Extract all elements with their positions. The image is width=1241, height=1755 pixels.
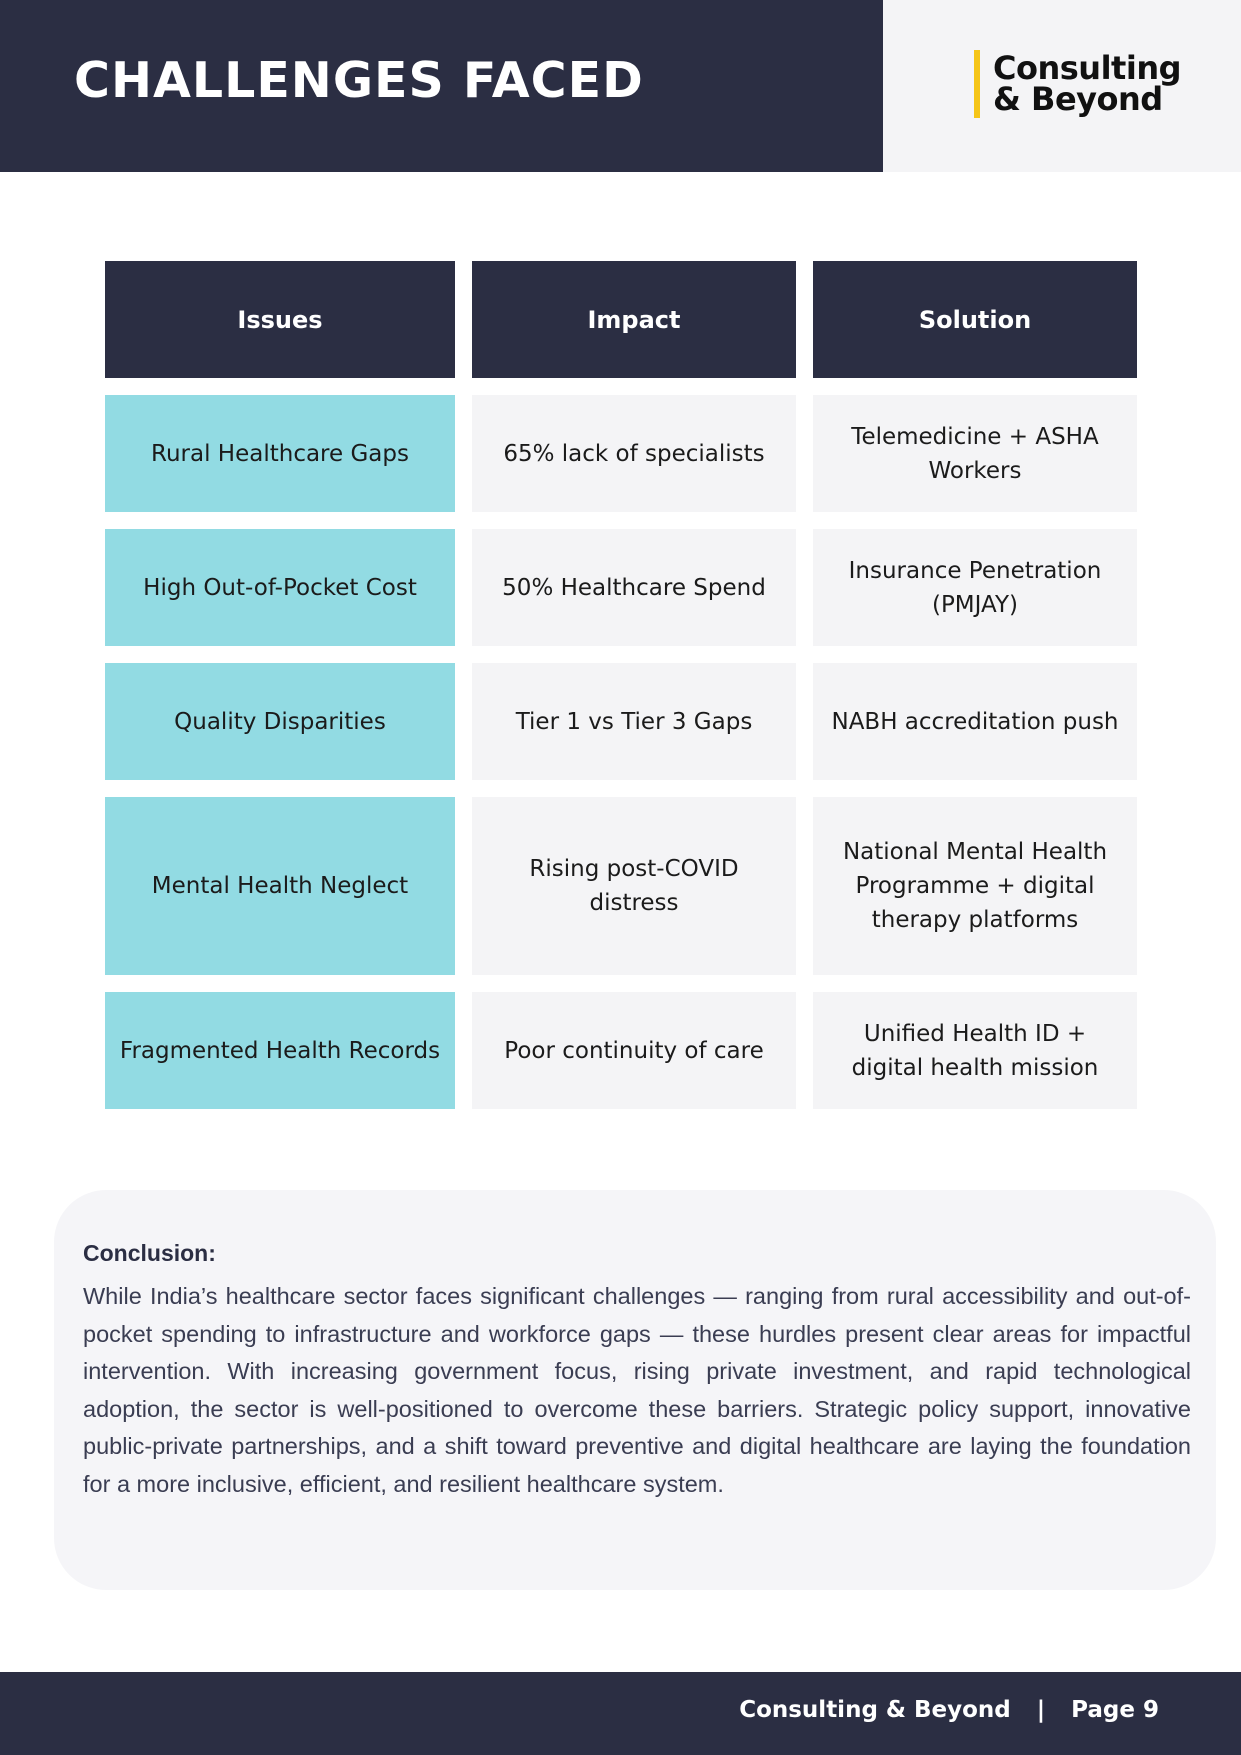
solution-cell: National Mental Health Programme + digital therapy platforms — [813, 797, 1137, 975]
solution-cell: Unified Health ID + digital health mission — [813, 992, 1137, 1109]
impact-cell: 50% Healthcare Spend — [472, 529, 796, 646]
conclusion-text: While India’s healthcare sector faces significant challenges — ranging from rural accessibility and out-of-pocket spending to infrastructure and workforce gaps — these hurdles present clear areas for impactful intervention. With increasing government focus, rising private investment, and rapid technological adoption, the sector is well-positioned to overcome these barriers. Strategic policy support, innovative public-private partnerships, and a shift toward preventive and digital healthcare are laying the foundation for a more inclusive, efficient, and resilient healthcare system. — [83, 1283, 1191, 1497]
impact-cell: 65% lack of specialists — [472, 395, 796, 512]
challenges-table — [105, 261, 1137, 1109]
page-number: Page 9 — [1071, 1697, 1159, 1723]
issue-cell: Fragmented Health Records — [105, 992, 455, 1109]
issue-cell: Quality Disparities — [105, 663, 455, 780]
logo-line-1: Consulting — [993, 49, 1181, 87]
impact-cell: Tier 1 vs Tier 3 Gaps — [472, 663, 796, 780]
solution-cell: NABH accreditation push — [813, 663, 1137, 780]
issue-cell: High Out-of-Pocket Cost — [105, 529, 455, 646]
footer — [739, 1690, 1159, 1730]
logo-accent-bar — [974, 50, 980, 118]
page-title: CHALLENGES FACED — [74, 52, 644, 109]
logo-line-2: & Beyond — [993, 80, 1163, 118]
impact-cell: Rising post-COVID distress — [472, 797, 796, 975]
solution-cell: Insurance Penetration (PMJAY) — [813, 529, 1137, 646]
logo — [993, 49, 1181, 118]
header-cell-solution: Solution — [813, 261, 1137, 378]
footer-brand: Consulting & Beyond — [739, 1697, 1011, 1723]
header-cell-issues: Issues — [105, 261, 455, 378]
header-cell-impact: Impact — [472, 261, 796, 378]
issue-cell: Rural Healthcare Gaps — [105, 395, 455, 512]
solution-cell: Telemedicine + ASHA Workers — [813, 395, 1137, 512]
conclusion-heading: Conclusion: — [83, 1240, 216, 1266]
footer-separator: | — [1036, 1697, 1046, 1723]
issue-cell: Mental Health Neglect — [105, 797, 455, 975]
impact-cell: Poor continuity of care — [472, 992, 796, 1109]
